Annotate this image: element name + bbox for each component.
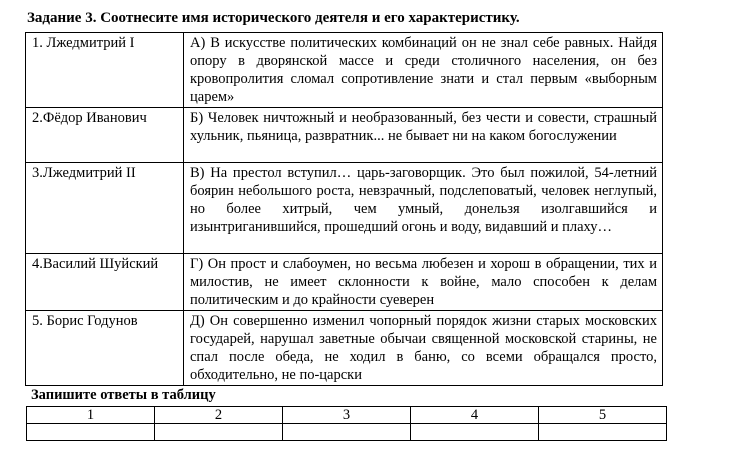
figure-name-cell: 1. Лжедмитрий I xyxy=(26,33,184,108)
task-title: Задание 3. Соотнесите имя исторического деятеля и его характеристику. xyxy=(27,10,520,26)
table-row xyxy=(26,108,663,163)
characteristic-cell: В) На престол вступил… царь-заговорщик. Это был пожилой, 54-летний боярин небольшого роста, невзрачный, подслеповатый, человек неглупый, но более хитрый, чем умный, донельзя изолгавшийся и изынтриганившийся, прошедший огонь и воду, видавший и плаху… xyxy=(184,163,663,254)
answer-header-cell: 4 xyxy=(411,407,539,424)
figure-name-cell: 4.Василий Шуйский xyxy=(26,254,184,311)
figure-name-cell: 2.Фёдор Иванович xyxy=(26,108,184,163)
table-row xyxy=(26,254,663,311)
characteristic-cell: Г) Он прост и слабоумен, но весьма любезен и хорош в обращении, тих и милостив, не имеет склонности к войне, мало способен к делам политическим и до крайности суеверен xyxy=(184,254,663,311)
answer-header-cell: 2 xyxy=(155,407,283,424)
characteristic-cell: Д) Он совершенно изменил чопорный порядок жизни старых московских государей, нарушал заветные обычаи священной московской старины, не спал после обеда, не ходил в баню, со всеми обращался просто, обходительно, не по-царски xyxy=(184,311,663,386)
characteristic-cell: Б) Человек ничтожный и необразованный, без чести и совести, страшный хульник, пьяница, развратник... не бывает ни на каком богослужении xyxy=(184,108,663,163)
answer-header-cell: 3 xyxy=(283,407,411,424)
answer-cell-3[interactable] xyxy=(283,424,411,441)
answer-header-row xyxy=(27,407,667,424)
figure-name-cell: 3.Лжедмитрий II xyxy=(26,163,184,254)
answer-header-cell: 5 xyxy=(539,407,667,424)
answer-cell-2[interactable] xyxy=(155,424,283,441)
answer-table-title: Запишите ответы в таблицу xyxy=(31,387,216,403)
matching-table xyxy=(25,32,663,386)
answer-input-row xyxy=(27,424,667,441)
answer-cell-1[interactable] xyxy=(27,424,155,441)
table-row xyxy=(26,163,663,254)
table-row xyxy=(26,311,663,386)
table-row xyxy=(26,33,663,108)
figure-name-cell: 5. Борис Годунов xyxy=(26,311,184,386)
answer-cell-4[interactable] xyxy=(411,424,539,441)
answer-header-cell: 1 xyxy=(27,407,155,424)
answer-table xyxy=(26,406,667,441)
characteristic-cell: А) В искусстве политических комбинаций он не знал себе равных. Найдя опору в дворянской массе и среди столичного населения, он без кровопролития сломал сопротивление знати и стал первым «выборным царем» xyxy=(184,33,663,108)
answer-cell-5[interactable] xyxy=(539,424,667,441)
